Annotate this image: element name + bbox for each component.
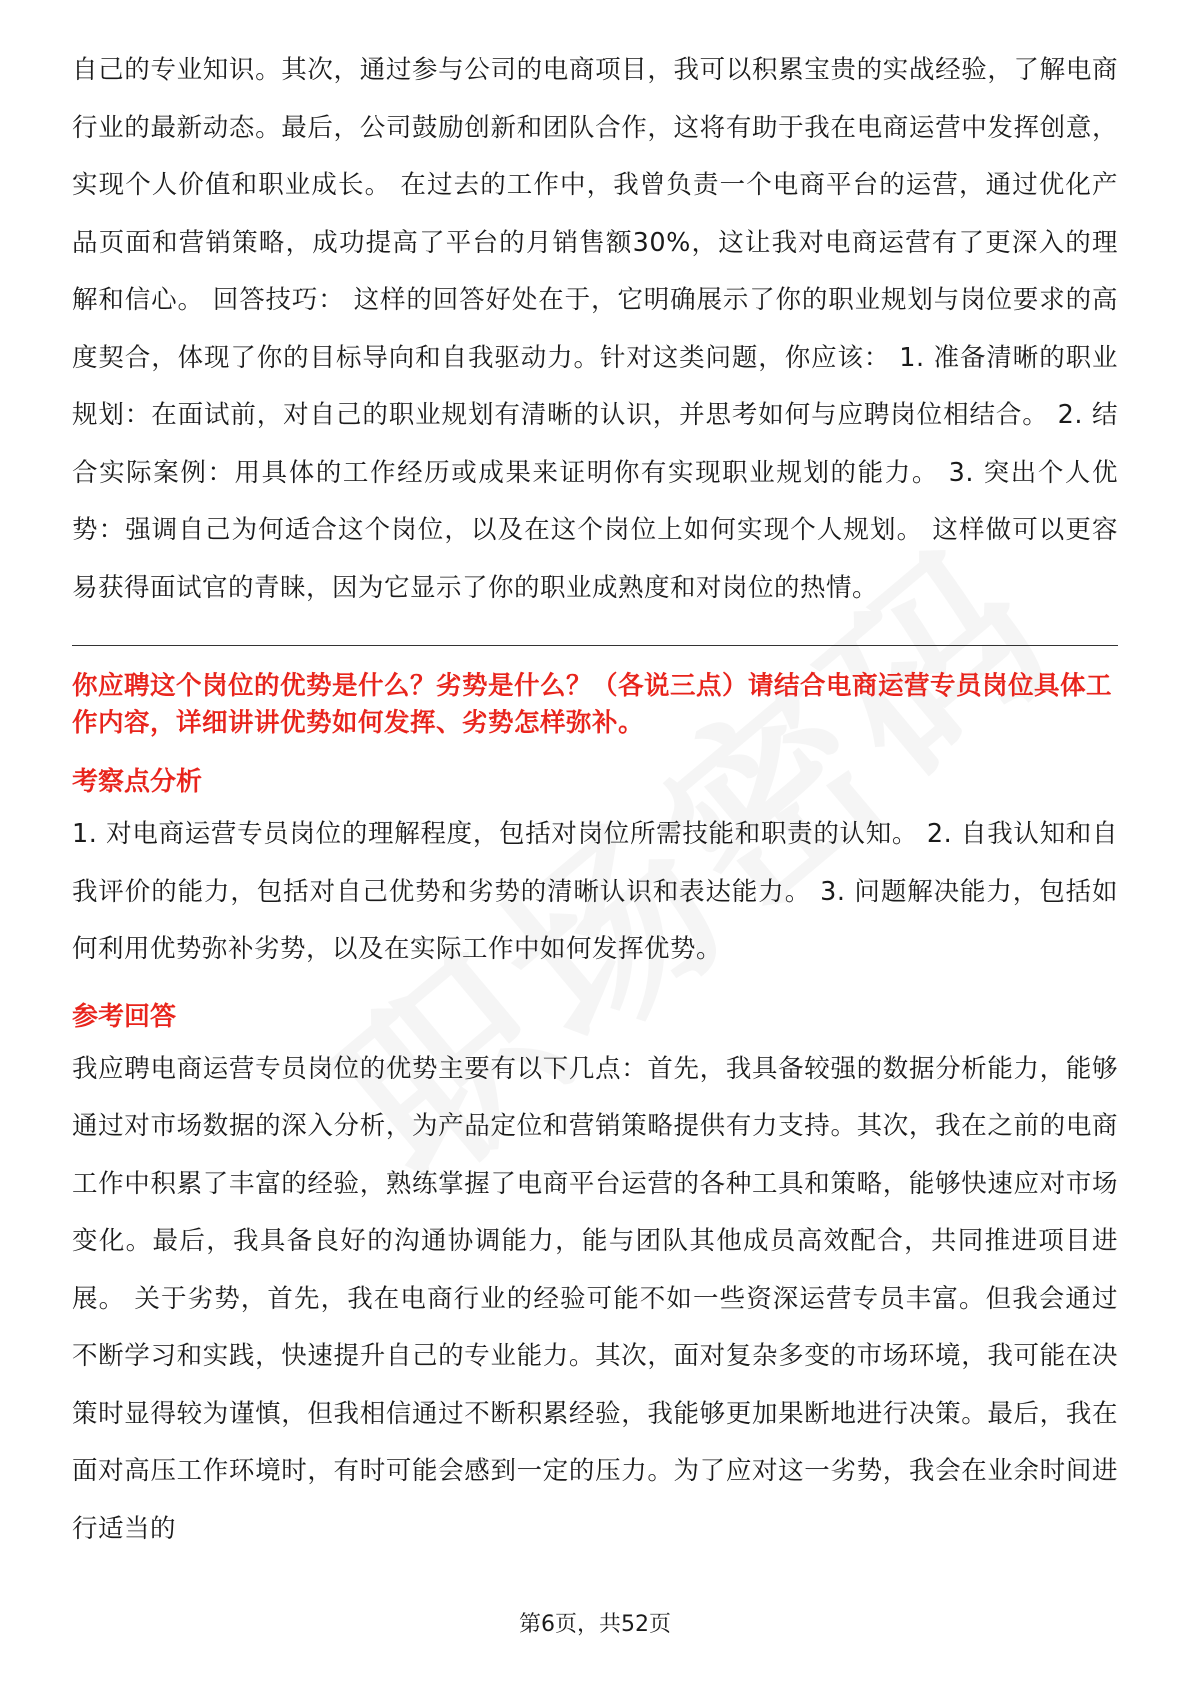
analysis-heading: 考察点分析 <box>72 767 203 797</box>
answer-paragraph: 我应聘电商运营专员岗位的优势主要有以下几点：首先，我具备较强的数据分析能力，能够通过对市场数据的深入分析，为产品定位和营销策略提供有力支持。其次，我在之前的电商工作中积累了丰富的经验，熟练掌握了电商平台运营的各种工具和策略，能够快速应对市场变化。最后，我具备良好的沟通协调能力，能与团队其他成员高效配合，共同推进项目进展。 关于劣势，首先，我在电商行业的经验可能不如一些资深运营专员丰富。但我会通过不断学习和实践，快速提升自己的专业能力。其次，面对复杂多变的市场环境，我可能在决策时显得较为谨慎，但我相信通过不断积累经验，我能够更加果断地进行决策。最后，我在面对高压工作环境时，有时可能会感到一定的压力。为了应对这一劣势，我会在业余时间进行适当的 <box>72 1053 1118 1544</box>
page-number-footer: 第6页，共52页 <box>519 1612 671 1637</box>
answer-heading: 参考回答 <box>72 1001 177 1032</box>
page-content <box>72 42 1118 1558</box>
continued-answer-paragraph: 自己的专业知识。其次，通过参与公司的电商项目，我可以积累宝贵的实战经验，了解电商行业的最新动态。最后，公司鼓励创新和团队合作，这将有助于我在电商运营中发挥创意，实现个人价值和职业成长。 在过去的工作中，我曾负责一个电商平台的运营，通过优化产品页面和营销策略，成功提高了平台的月销售额30%，这让我对电商运营有了更深入的理解和信心。 回答技巧： 这样的回答好处在于，它明确展示了你的职业规划与岗位要求的高度契合，体现了你的目标导向和自我驱动力。针对这类问题，你应该： 1. 准备清晰的职业规划：在面试前，对自己的职业规划有清晰的认识，并思考如何与应聘岗位相结合。 2. 结合实际案例：用具体的工作经历或成果来证明你有实现职业规划的能力。 3. 突出个人优势：强调自己为何适合这个岗位，以及在这个岗位上如何实现个人规划。 这样做可以更容易获得面试官的青睐，因为它显示了你的职业成熟度和对岗位的热情。 <box>72 55 1118 603</box>
analysis-paragraph: 1. 对电商运营专员岗位的理解程度，包括对岗位所需技能和职责的认知。 2. 自我认知和自我评价的能力，包括对自己优势和劣势的清晰认识和表达能力。 3. 问题解决能力，包括如何利用优势弥补劣势，以及在实际工作中如何发挥优势。 <box>72 819 1118 964</box>
interview-question: 你应聘这个岗位的优势是什么？劣势是什么？（各说三点）请结合电商运营专员岗位具体工作内容，详细讲讲优势如何发挥、劣势怎样弥补。 <box>72 671 1113 738</box>
section-divider <box>72 645 1118 646</box>
